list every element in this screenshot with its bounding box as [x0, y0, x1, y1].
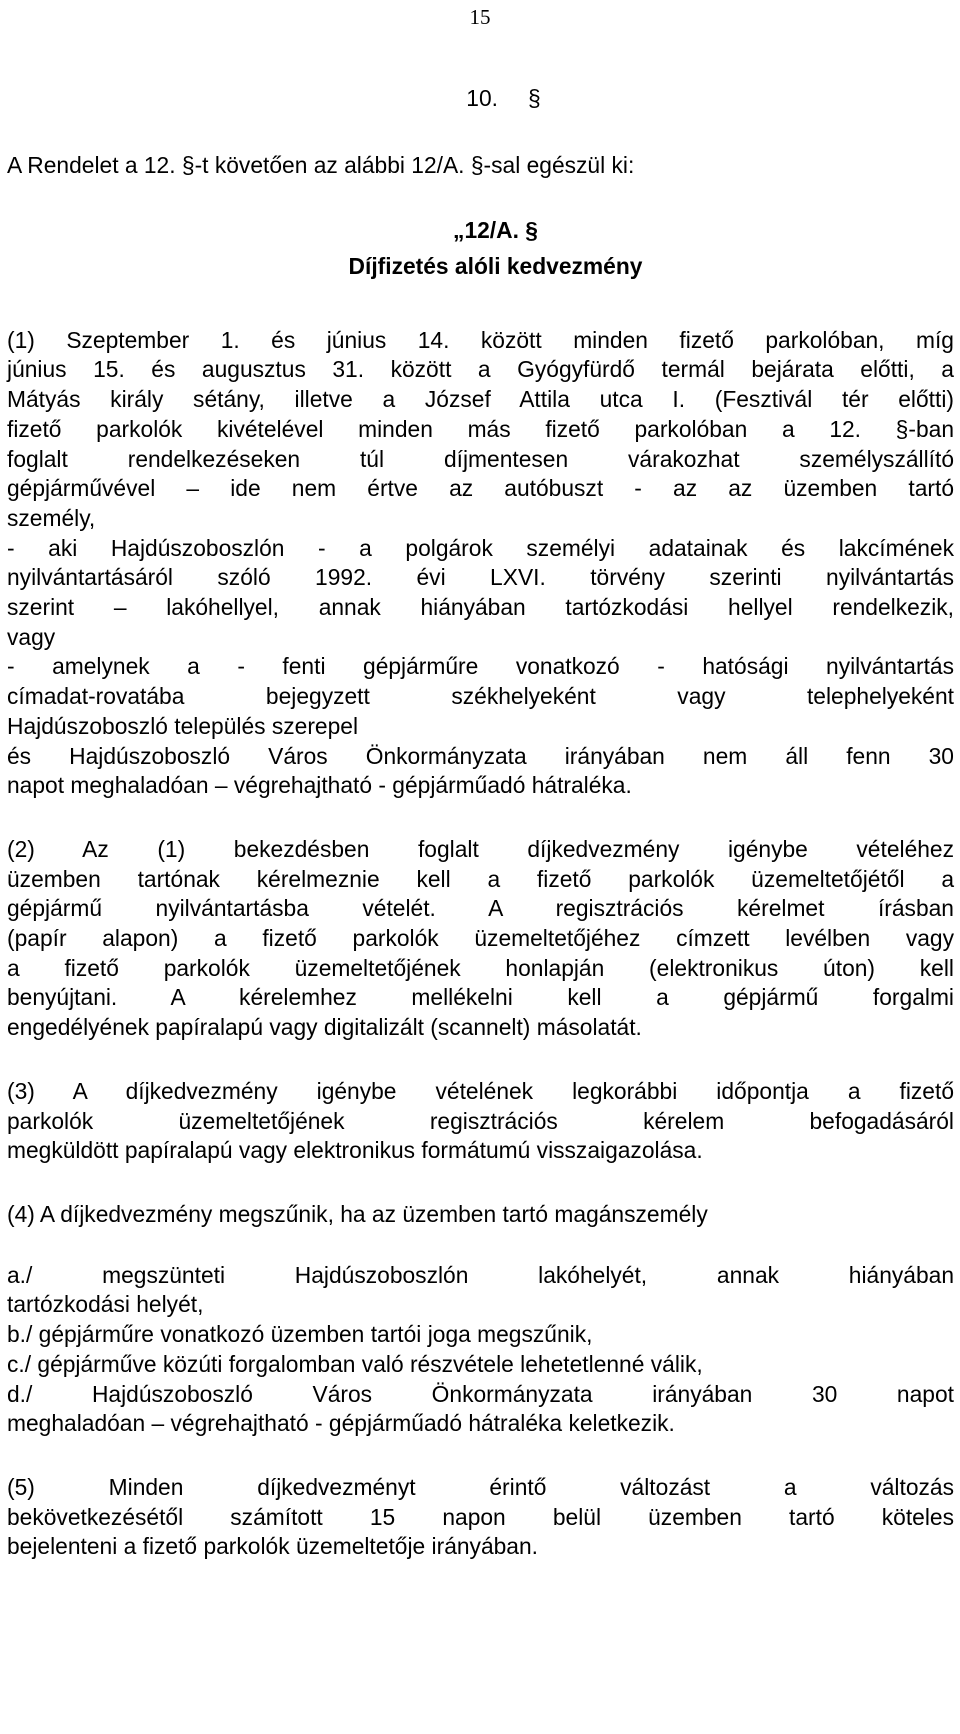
paragraph-line: (papír alapon) a fizető parkolók üzemeltetőjéhez címzett levélben vagy: [7, 925, 954, 952]
list-item: d./ Hajdúszoboszló Város Önkormányzata irányában 30 napot: [7, 1380, 954, 1407]
paragraph-line: vagy: [7, 623, 56, 650]
paragraph-line: fizető parkolók kivételével minden más fizető parkolóban a 12. §-ban: [7, 415, 954, 442]
list-item: a./ megszünteti Hajdúszoboszlón lakóhelyét, annak hiányában: [7, 1261, 954, 1288]
paragraph-4: [7, 1200, 954, 1230]
paragraph-line: bejelenteni a fizető parkolók üzemeltetője irányában.: [7, 1533, 538, 1560]
article-title: Díjfizetés alóli kedvezmény: [348, 252, 643, 279]
paragraph-line: foglalt rendelkezéseken túl díjmentesen várakozhat személyszállító: [7, 445, 954, 472]
paragraph-line: bekövetkezésétől számított 15 napon belül üzemben tartó köteles: [7, 1503, 954, 1530]
document-body: [7, 82, 954, 1562]
paragraph-line: személy,: [7, 504, 96, 531]
paragraph-line: megküldött papíralapú vagy elektronikus formátumú visszaigazolása.: [7, 1137, 703, 1164]
paragraph-line: Hajdúszoboszló település szerepel: [7, 712, 359, 739]
paragraph-line: Mátyás király sétány, illetve a József Attila utca I. (Fesztivál tér előtti): [7, 386, 954, 413]
paragraph-line: (5) Minden díjkedvezményt érintő változást a változás: [7, 1473, 954, 1500]
paragraph-line: - aki Hajdúszoboszlón - a polgárok személyi adatainak és lakcímének: [7, 534, 954, 561]
paragraph-line: gépjármű nyilvántartásba vételét. A regisztrációs kérelmet írásban: [7, 895, 954, 922]
paragraph-line: gépjárművével – ide nem értve az autóbuszt - az az üzemben tartó: [7, 475, 954, 502]
paragraph-line: üzemben tartónak kérelmeznie kell a fizető parkolók üzemeltetőjétől a: [7, 865, 954, 892]
article-number: „12/A. §: [453, 216, 538, 243]
paragraph-line: nyilvántartásáról szóló 1992. évi LXVI. törvény szerinti nyilvántartás: [7, 564, 954, 591]
paragraph-line: parkolók üzemeltetőjének regisztrációs kérelem befogadásáról: [7, 1107, 954, 1134]
paragraph-3: [7, 1077, 954, 1166]
paragraph-2: [7, 835, 954, 1043]
paragraph-1: [7, 326, 954, 801]
section-number: 10.: [466, 85, 498, 111]
page-number: 15: [469, 5, 491, 29]
paragraph-line: (3) A díjkedvezmény igénybe vételének legkorábbi időpontja a fizető: [7, 1077, 954, 1104]
paragraph-line: benyújtani. A kérelemhez mellékelni kell a gépjármű forgalmi: [7, 984, 954, 1011]
section-heading: [7, 82, 954, 114]
list-item: meghaladóan – végrehajtható - gépjárműadó hátraléka keletkezik.: [7, 1410, 675, 1437]
intro-sentence: A Rendelet a 12. §-t követően az alábbi 12/A. §-sal egészül ki:: [7, 152, 635, 178]
paragraph-line: szerint – lakóhellyel, annak hiányában tartózkodási hellyel rendelkezik,: [7, 594, 954, 621]
paragraph-line: (1) Szeptember 1. és június 14. között minden fizető parkolóban, míg: [7, 326, 954, 353]
paragraph-line: napot meghaladóan – végrehajtható - gépjárműadó hátraléka.: [7, 772, 632, 799]
paragraph-5: [7, 1473, 954, 1562]
paragraph-line: címadat-rovatába bejegyzett székhelyeként vagy telephelyeként: [7, 683, 954, 710]
article-heading: [7, 212, 954, 284]
paragraph-line: és Hajdúszoboszló Város Önkormányzata irányában nem áll fenn 30: [7, 742, 954, 769]
list-item: tartózkodási helyét,: [7, 1291, 204, 1318]
section-sign: §: [528, 85, 541, 111]
paragraph-line: (4) A díjkedvezmény megszűnik, ha az üzemben tartó magánszemély: [7, 1200, 708, 1227]
condition-list: [7, 1261, 954, 1439]
list-item: c./ gépjárműve közúti forgalomban való részvétele lehetetlenné válik,: [7, 1350, 703, 1377]
paragraph-line: - amelynek a - fenti gépjárműre vonatkozó - hatósági nyilvántartás: [7, 653, 954, 680]
paragraph-line: engedélyének papíralapú vagy digitalizált (scannelt) másolatát.: [7, 1014, 642, 1041]
paragraph-line: a fizető parkolók üzemeltetőjének honlapján (elektronikus úton) kell: [7, 954, 954, 981]
list-item: b./ gépjárműre vonatkozó üzemben tartói joga megszűnik,: [7, 1321, 593, 1348]
paragraph-line: június 15. és augusztus 31. között a Gyógyfürdő termál bejárata előtti, a: [7, 356, 954, 383]
paragraph-line: (2) Az (1) bekezdésben foglalt díjkedvezmény igénybe vételéhez: [7, 835, 954, 862]
